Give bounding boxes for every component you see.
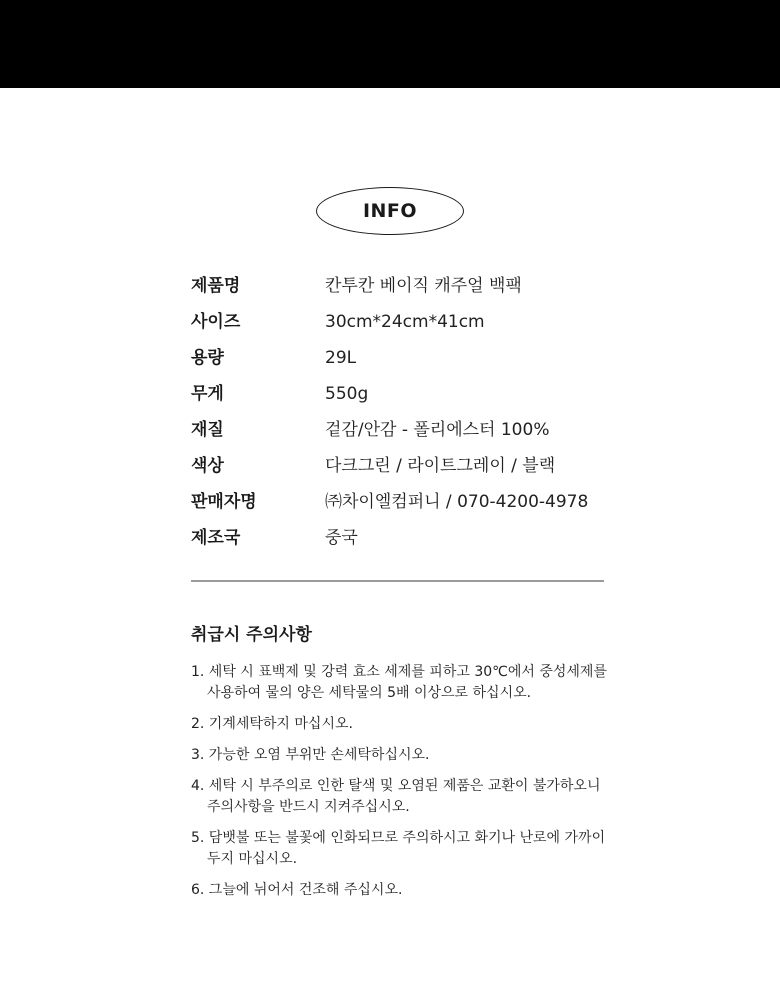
care-item-line: 2. 기계세탁하지 마십시오. — [191, 716, 353, 732]
spec-label: 색상 — [191, 456, 224, 476]
spec-value: 겉감/안감 - 폴리에스터 100% — [325, 420, 550, 440]
spec-value: 550g — [325, 384, 369, 404]
top-banner — [0, 0, 780, 88]
spec-label: 용량 — [191, 348, 224, 368]
spec-label: 재질 — [191, 420, 224, 440]
section-divider — [191, 580, 604, 582]
care-item-line-continued: 두지 마십시오. — [207, 851, 298, 867]
care-title: 취급시 주의사항 — [191, 625, 312, 645]
spec-row-color — [191, 448, 611, 484]
spec-value: ㈜차이엘컴퍼니 / 070-4200-4978 — [325, 492, 589, 512]
info-badge — [316, 187, 464, 235]
care-item — [191, 828, 621, 870]
info-badge-label: INFO — [362, 200, 418, 222]
spec-row-origin — [191, 520, 611, 556]
care-item-line: 6. 그늘에 뉘어서 건조해 주십시오. — [191, 882, 403, 898]
care-item — [191, 662, 621, 704]
spec-value: 다크그린 / 라이트그레이 / 블랙 — [325, 456, 556, 476]
spec-value: 30cm*24cm*41cm — [325, 312, 485, 332]
care-item — [191, 880, 621, 901]
spec-label: 판매자명 — [191, 492, 257, 512]
care-item-line-continued: 사용하여 물의 양은 세탁물의 5배 이상으로 하십시오. — [207, 685, 532, 701]
spec-value: 중국 — [325, 528, 358, 548]
spec-value: 29L — [325, 348, 357, 368]
care-item-line: 5. 담뱃불 또는 불꽃에 인화되므로 주의하시고 화기나 난로에 가까이 — [191, 830, 606, 846]
spec-row-capacity — [191, 340, 611, 376]
spec-label: 제조국 — [191, 528, 241, 548]
spec-label: 무게 — [191, 384, 224, 404]
care-item — [191, 745, 621, 766]
spec-row-material — [191, 412, 611, 448]
care-item-line: 4. 세탁 시 부주의로 인한 탈색 및 오염된 제품은 교환이 불가하오니 — [191, 778, 601, 794]
spec-row-weight — [191, 376, 611, 412]
spec-row-seller — [191, 484, 611, 520]
spec-value: 칸투칸 베이직 캐주얼 백팩 — [325, 276, 522, 296]
care-item-line: 1. 세탁 시 표백제 및 강력 효소 세제를 피하고 30℃에서 중성세제를 — [191, 664, 607, 680]
care-item-line-continued: 주의사항을 반드시 지켜주십시오. — [207, 799, 410, 815]
spec-label: 제품명 — [191, 276, 241, 296]
care-list — [191, 662, 621, 911]
spec-table — [191, 268, 611, 556]
care-item — [191, 776, 621, 818]
spec-label: 사이즈 — [191, 312, 241, 332]
care-item-line: 3. 가능한 오염 부위만 손세탁하십시오. — [191, 747, 430, 763]
care-item — [191, 714, 621, 735]
spec-row-product-name — [191, 268, 611, 304]
spec-row-size — [191, 304, 611, 340]
